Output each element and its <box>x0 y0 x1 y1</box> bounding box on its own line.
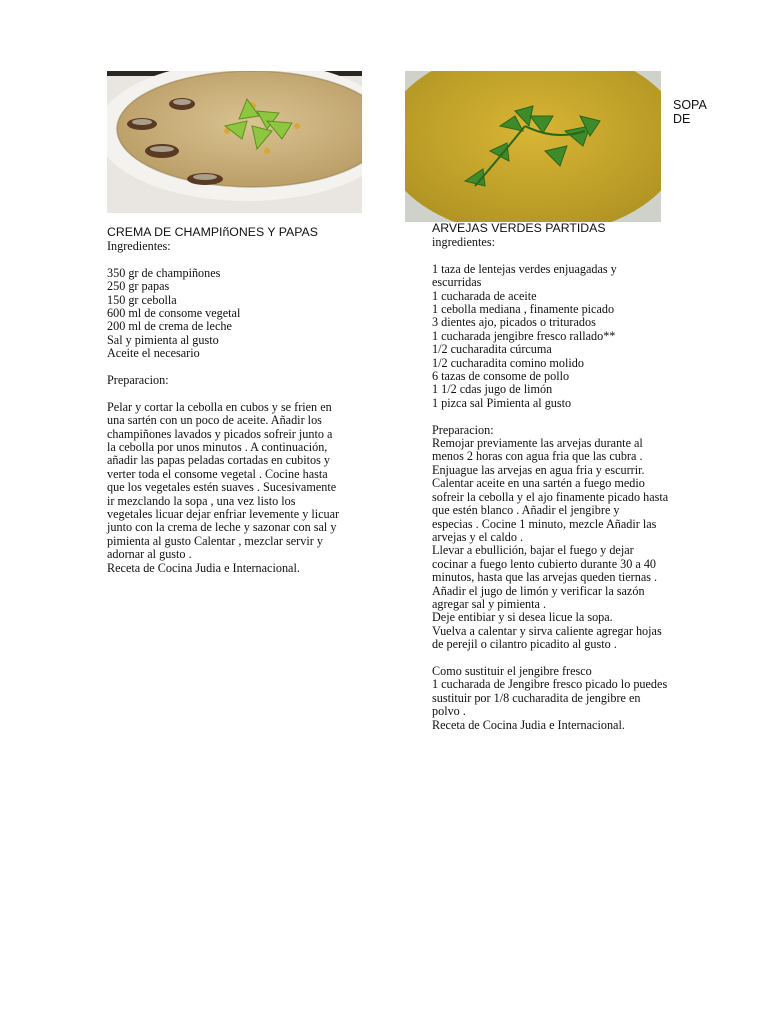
substitute-line: 1 cucharada de Jengibre fresco picado lo puedes <box>432 677 668 692</box>
right-preparation-heading: Preparacion: <box>432 422 494 437</box>
right-preparation-line: Llevar a ebullición, bajar el fuego y dejar <box>432 543 634 558</box>
right-ingredient: 1/2 cucharadita cúrcuma <box>432 342 552 357</box>
right-ingredient: escurridas <box>432 275 482 290</box>
left-preparation-line: champiñones lavados y picados sofreir junto a <box>107 426 333 441</box>
right-preparation-line: Añadir el jugo de limón y verificar la sazón <box>432 583 645 598</box>
right-ingredient: 6 tazas de consome de pollo <box>432 369 570 384</box>
left-ingredient: 600 ml de consome vegetal <box>107 306 241 321</box>
left-preparation-heading: Preparacion: <box>107 373 169 388</box>
substitute-line: polvo . <box>432 704 466 719</box>
left-preparation-line: una sartén con un poco de aceite. Añadir los <box>107 413 322 428</box>
left-preparation-line: ir mezclando la sopa , una vez listo los <box>107 493 296 508</box>
right-ingredient: 1 taza de lentejas verdes enjuagadas y <box>432 261 617 276</box>
right-preparation-line: Vuelva a calentar y sirva caliente agregar hojas <box>432 623 662 638</box>
right-ingredient: 1 cucharada jengibre fresco rallado** <box>432 328 616 343</box>
right-ingredients-heading: ingredientes: <box>432 235 495 249</box>
left-recipe <box>107 225 392 575</box>
right-preparation-line: minutos, hasta que las arvejas queden tiernas . <box>432 570 658 585</box>
right-preparation-line: cocinar a fuego lento cubierto durante 30 a 40 <box>432 556 657 571</box>
right-preparation-line: Enjuague las arvejas en agua fria y escurrir. <box>432 462 645 477</box>
right-source-credit: Receta de Cocina Judia e Internacional. <box>432 717 625 732</box>
side-title-line-2: DE <box>673 112 691 126</box>
right-preparation-line: Deje entibiar y si desea licue la sopa. <box>432 610 613 625</box>
left-preparation-line: Pelar y cortar la cebolla en cubos y se frien en <box>107 399 332 414</box>
right-ingredient: 3 dientes ajo, picados o triturados <box>432 315 596 330</box>
right-ingredient: 1 cebolla mediana , finamente picado <box>432 302 615 317</box>
right-ingredient: 1/2 cucharadita comino molido <box>432 355 584 370</box>
pea-soup-photo <box>405 71 661 222</box>
right-preparation-line: especias . Cocine 1 minuto, mezcle Añadir las <box>432 516 657 531</box>
right-ingredient: 1 pizca sal Pimienta al gusto <box>432 395 572 410</box>
right-preparation-line: agregar sal y pimienta . <box>432 596 547 611</box>
right-preparation-line: de perejil o cilantro picadito al gusto . <box>432 637 617 652</box>
left-ingredient: Sal y pimienta al gusto <box>107 332 219 347</box>
left-preparation-line: la cebolla por unos minutos . A continuación, <box>107 440 328 455</box>
left-ingredient: 250 gr papas <box>107 279 170 294</box>
right-preparation-line: Remojar previamente las arvejas durante al <box>432 436 643 451</box>
right-ingredient: 1 1/2 cdas jugo de limón <box>432 382 553 397</box>
right-preparation-line: que estén blanco . Añadir el jengibre y <box>432 503 620 518</box>
side-title <box>673 98 707 126</box>
left-recipe-title: CREMA DE CHAMPIñONES Y PAPAS <box>107 225 318 239</box>
left-preparation-line: adornar al gusto . <box>107 547 192 562</box>
right-ingredient: 1 cucharada de aceite <box>432 288 537 303</box>
left-source-credit: Receta de Cocina Judia e Internacional. <box>107 560 300 575</box>
right-preparation-line: Calentar aceite en una sartén a fuego medio <box>432 476 645 491</box>
left-ingredient: Aceite el necesario <box>107 346 200 361</box>
right-recipe <box>432 221 732 732</box>
left-preparation-line: pimienta al gusto Calentar , mezclar servir y <box>107 533 323 548</box>
left-ingredients-heading: Ingredientes: <box>107 239 171 253</box>
substitute-line: sustituir por 1/8 cucharadita de jengibre en <box>432 690 641 705</box>
left-ingredient: 150 gr cebolla <box>107 292 177 307</box>
left-preparation-line: junto con la crema de leche y sazonar con sal y <box>107 520 337 535</box>
right-preparation-line: sofreir la cebolla y el ajo finamente picado hasta <box>432 489 669 504</box>
substitute-heading: Como sustituir el jengibre fresco <box>432 663 592 678</box>
side-title-line-1: SOPA <box>673 98 707 112</box>
right-preparation-line: arvejas y el caldo . <box>432 529 524 544</box>
right-preparation-line: menos 2 horas con agua fria que las cubra . <box>432 449 643 464</box>
left-preparation-line: añadir las papas peladas cortadas en cubitos y <box>107 453 331 468</box>
left-preparation-line: verter toda el consome vegetal . Cocine hasta <box>107 466 328 481</box>
left-ingredient: 350 gr de champiñones <box>107 265 221 280</box>
left-preparation-line: que los vegetales estén suaves . Sucesivamente <box>107 480 337 495</box>
left-ingredient: 200 ml de crema de leche <box>107 319 232 334</box>
mushroom-soup-photo <box>107 71 362 213</box>
right-recipe-title: ARVEJAS VERDES PARTIDAS <box>432 221 606 235</box>
left-preparation-line: vegetales licuar dejar enfriar levemente y licuar <box>107 507 340 522</box>
